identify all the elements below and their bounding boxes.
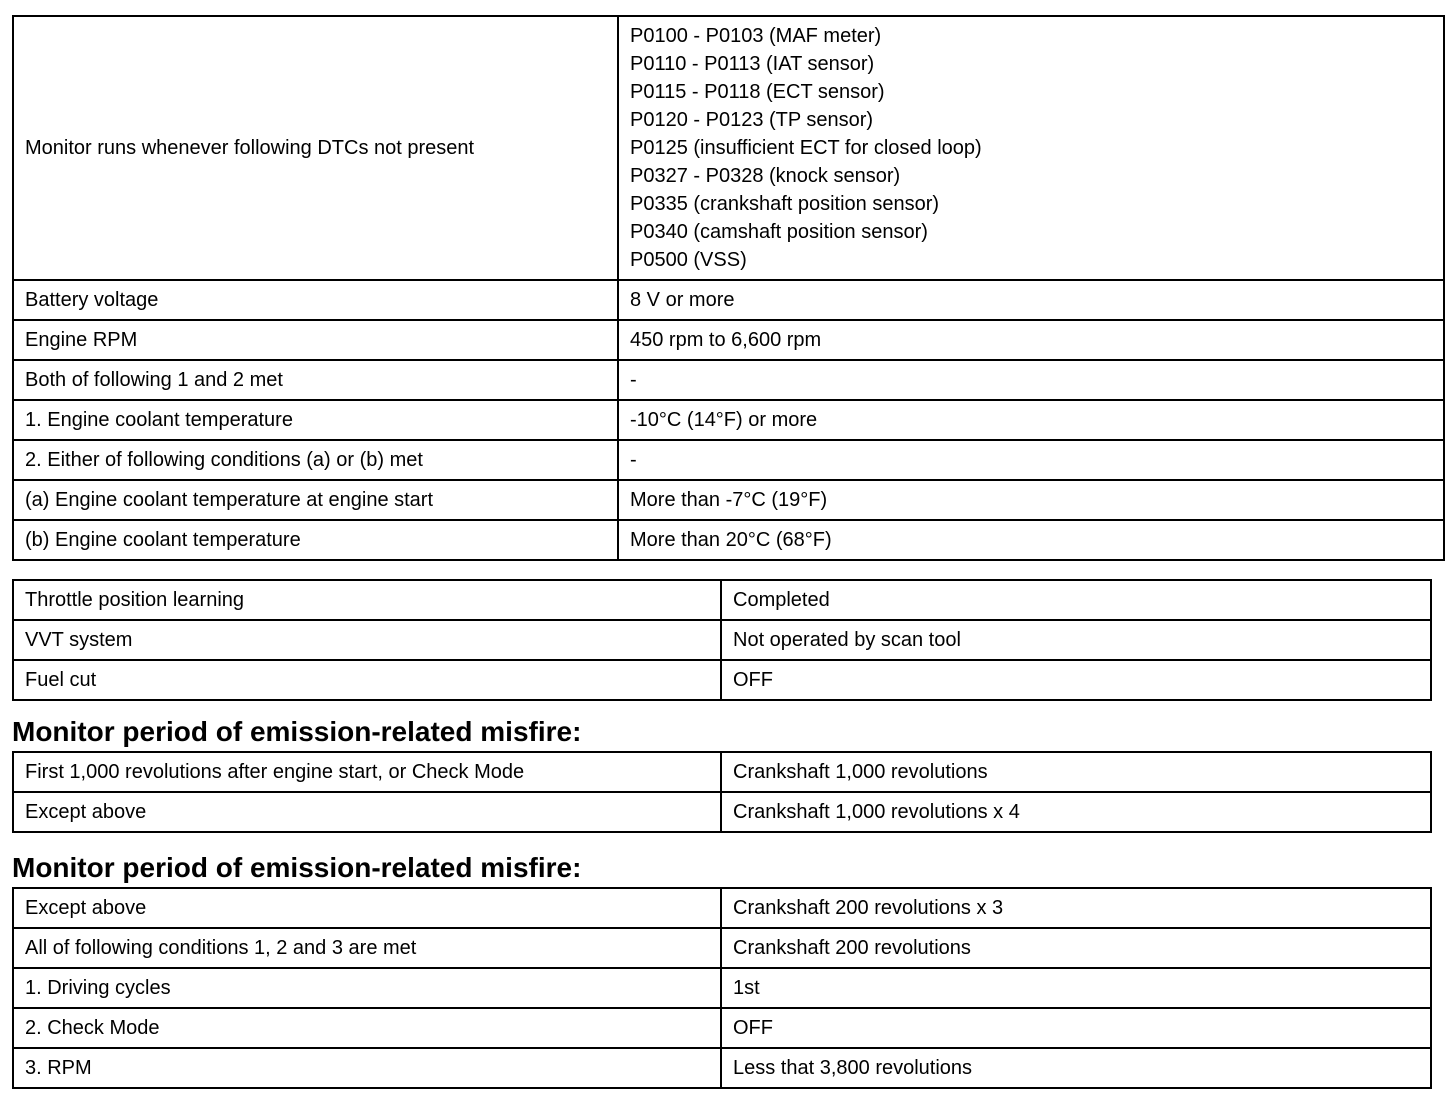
table-row: [13, 320, 1444, 360]
dtc-list-item: P0327 - P0328 (knock sensor): [630, 165, 901, 187]
monitor-conditions-table: [12, 15, 1445, 561]
condition-label: Fuel cut: [13, 660, 721, 700]
condition-label: (b) Engine coolant temperature: [13, 520, 618, 560]
dtc-list: [618, 16, 1444, 280]
condition-value: OFF: [721, 1008, 1431, 1048]
table-row: [13, 620, 1431, 660]
condition-label: Throttle position learning: [13, 580, 721, 620]
condition-value: Crankshaft 200 revolutions: [721, 928, 1431, 968]
condition-label: Both of following 1 and 2 met: [13, 360, 618, 400]
condition-value: More than 20°C (68°F): [618, 520, 1444, 560]
condition-value: 450 rpm to 6,600 rpm: [618, 320, 1444, 360]
dtc-list-item: P0110 - P0113 (IAT sensor): [630, 53, 875, 75]
condition-value: Crankshaft 1,000 revolutions x 4: [721, 792, 1431, 832]
condition-value: -10°C (14°F) or more: [618, 400, 1444, 440]
dtc-list-item: P0335 (crankshaft position sensor): [630, 193, 940, 215]
condition-label: All of following conditions 1, 2 and 3 are met: [13, 928, 721, 968]
condition-value: More than -7°C (19°F): [618, 480, 1444, 520]
table-row: [13, 660, 1431, 700]
dtc-condition-label: Monitor runs whenever following DTCs not present: [13, 16, 618, 280]
condition-label: 1. Driving cycles: [13, 968, 721, 1008]
condition-value: 1st: [721, 968, 1431, 1008]
table-row: [13, 480, 1444, 520]
condition-label: VVT system: [13, 620, 721, 660]
dtc-list-item: P0125 (insufficient ECT for closed loop): [630, 137, 982, 159]
condition-value: 8 V or more: [618, 280, 1444, 320]
misfire-period-table: [12, 887, 1432, 1089]
condition-value: Crankshaft 200 revolutions x 3: [721, 888, 1431, 928]
table-row: [13, 752, 1431, 792]
table-row: [13, 16, 1444, 280]
dtc-list-item: P0500 (VSS): [630, 249, 747, 271]
dtc-list-item: P0115 - P0118 (ECT sensor): [630, 81, 885, 103]
dtc-list-item: P0340 (camshaft position sensor): [630, 221, 928, 243]
table-row: [13, 580, 1431, 620]
table-row: [13, 520, 1444, 560]
condition-label: (a) Engine coolant temperature at engine start: [13, 480, 618, 520]
table-row: [13, 1048, 1431, 1088]
misfire-period-table: [12, 751, 1432, 833]
condition-label: Battery voltage: [13, 280, 618, 320]
condition-label: 1. Engine coolant temperature: [13, 400, 618, 440]
condition-label: 3. RPM: [13, 1048, 721, 1088]
condition-label: First 1,000 revolutions after engine start, or Check Mode: [13, 752, 721, 792]
system-conditions-table: [12, 579, 1432, 701]
table-row: [13, 400, 1444, 440]
condition-value: Less that 3,800 revolutions: [721, 1048, 1431, 1088]
section-heading: Monitor period of emission-related misfire:: [12, 716, 582, 747]
table-row: [13, 1008, 1431, 1048]
table-row: [13, 792, 1431, 832]
condition-value: OFF: [721, 660, 1431, 700]
section-heading: Monitor period of emission-related misfire:: [12, 852, 582, 883]
condition-label: Except above: [13, 888, 721, 928]
condition-label: Engine RPM: [13, 320, 618, 360]
condition-value: Crankshaft 1,000 revolutions: [721, 752, 1431, 792]
table-row: [13, 928, 1431, 968]
condition-value: -: [618, 360, 1444, 400]
table-row: [13, 440, 1444, 480]
condition-value: Completed: [721, 580, 1431, 620]
condition-label: 2. Either of following conditions (a) or (b) met: [13, 440, 618, 480]
table-row: [13, 888, 1431, 928]
dtc-list-item: P0100 - P0103 (MAF meter): [630, 25, 882, 47]
condition-value: -: [618, 440, 1444, 480]
table-row: [13, 968, 1431, 1008]
dtc-list-item: P0120 - P0123 (TP sensor): [630, 109, 874, 131]
condition-label: 2. Check Mode: [13, 1008, 721, 1048]
table-row: [13, 280, 1444, 320]
condition-label: Except above: [13, 792, 721, 832]
table-row: [13, 360, 1444, 400]
condition-value: Not operated by scan tool: [721, 620, 1431, 660]
